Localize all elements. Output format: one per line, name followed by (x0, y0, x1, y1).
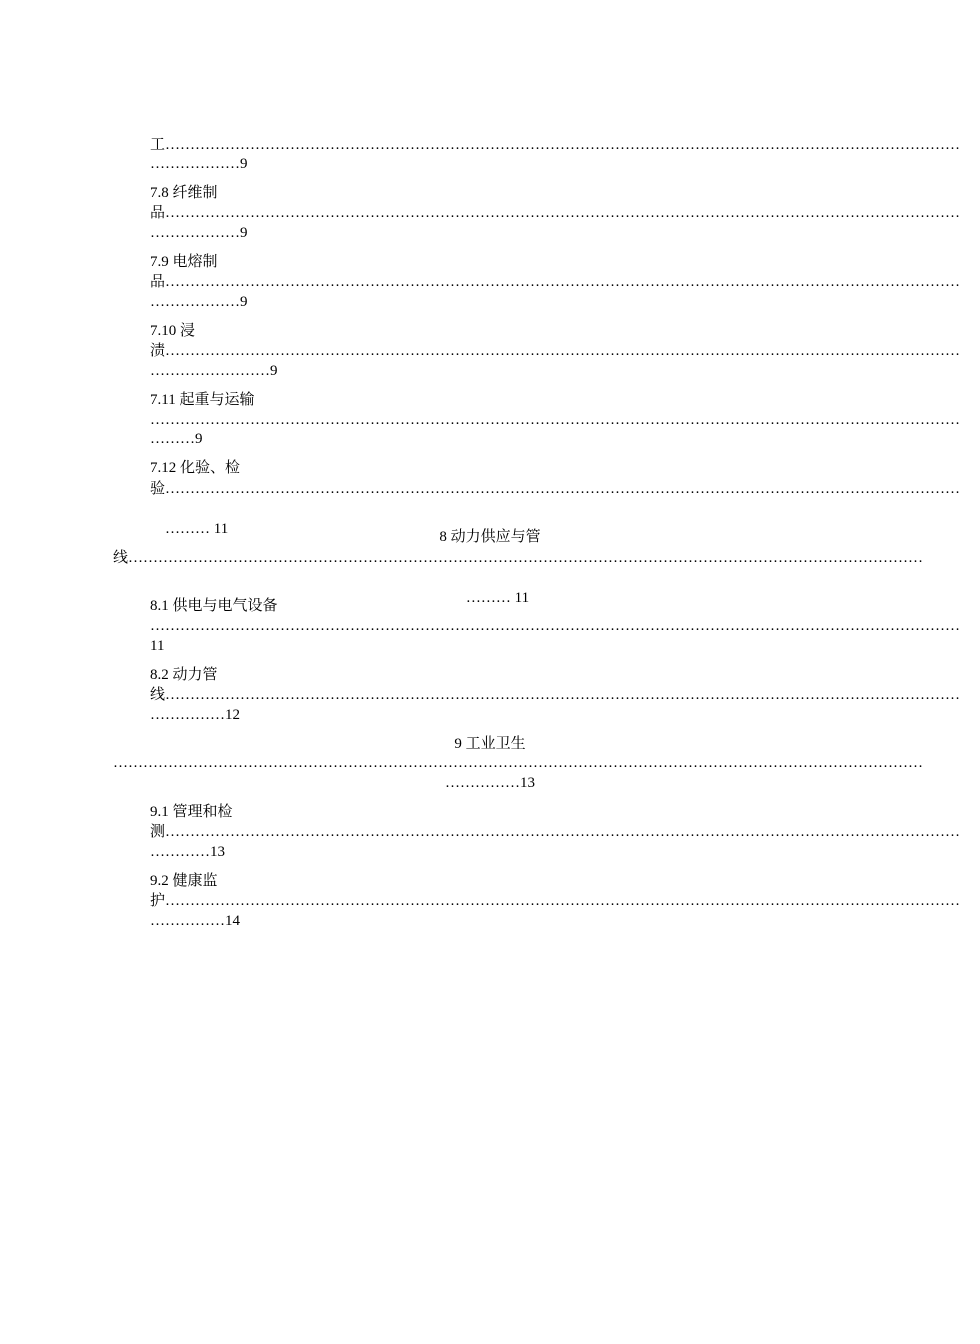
toc-entry-line (150, 292, 248, 312)
toc-entry-text: 品 (150, 274, 166, 290)
page-number: 9 (270, 363, 278, 379)
toc-entry-title: 7.10 浸 (150, 323, 196, 339)
toc-entry-title: 7.9 电熔制 (150, 254, 218, 270)
dot-leader: …………………………………………………………………………………………………………………………………………… (165, 481, 961, 497)
dot-leader: ……………………………………………………………………………………………………………………………………………… (113, 755, 923, 771)
toc-chapter-title: 8 动力供应与管 (439, 529, 541, 545)
page-number: 9 (240, 156, 248, 172)
toc-entry-title: 9.2 健康监 (150, 873, 218, 889)
dot-leader: …………………………………………………………………………………………………………………………………………… (165, 893, 961, 909)
toc-entry-line (150, 410, 960, 430)
page-number: 13 (520, 775, 535, 791)
dot-leader: ……… (465, 590, 515, 606)
page-number: 11 (514, 590, 530, 606)
toc-entry-line (150, 891, 961, 911)
dot-leader: ……………… (150, 225, 240, 241)
toc-entry-line (150, 223, 248, 243)
dot-leader: …………… (150, 913, 225, 929)
toc-chapter-title: 9 工业卫生 (454, 736, 526, 752)
dot-leader: …………………… (150, 363, 270, 379)
toc-entry-line (150, 272, 961, 292)
toc-entry-text: 工 (150, 137, 166, 153)
dot-leader: …………… (150, 707, 225, 723)
toc-entry-line (113, 548, 924, 568)
page-number: 9 (240, 294, 248, 310)
dot-leader: …………………………………………………………………………………………………………………………………………… (128, 550, 924, 566)
toc-entry-line (150, 135, 961, 155)
toc-entry-line (150, 479, 961, 499)
toc-entry-line (150, 911, 240, 931)
toc-entry-title: 7.8 纤维制 (150, 185, 218, 201)
toc-entry-text: 品 (150, 205, 166, 221)
toc-entry-line (150, 361, 278, 381)
toc-entry-line (150, 616, 960, 636)
toc-entry-line (150, 341, 961, 361)
toc-entry-title: 9.1 管理和检 (150, 804, 233, 820)
toc-entry-text: 线 (150, 687, 166, 703)
dot-leader: …………………………………………………………………………………………………………………………………………… (165, 137, 961, 153)
toc-entry-title: 7.11 起重与运输 (150, 392, 255, 408)
toc-entry-title: 8.1 供电与电气设备 (150, 598, 278, 614)
toc-entry-line (150, 842, 225, 862)
page-number: 13 (210, 844, 225, 860)
dot-leader: ……………… (150, 156, 240, 172)
toc-entry-text: 测 (150, 824, 166, 840)
toc-entry-title: 7.12 化验、检 (150, 460, 241, 476)
dot-leader: ……… (165, 521, 214, 537)
toc-entry-line (150, 705, 240, 725)
toc-entry-line (150, 154, 248, 174)
toc-entry-line (113, 753, 923, 773)
dot-leader: …………………………………………………………………………………………………………………………………………… (165, 824, 961, 840)
dot-leader: ……………………………………………………………………………………………………………………………………………… (150, 412, 960, 428)
dot-leader: ……………………………………………………………………………………………………………………………………………… (150, 618, 960, 634)
page-number: 14 (225, 913, 240, 929)
toc-entry-line (150, 203, 961, 223)
toc-entry-text: 护 (150, 893, 166, 909)
dot-leader: ……………… (150, 294, 240, 310)
dot-leader: …………………………………………………………………………………………………………………………………………… (165, 343, 961, 359)
page-number: 11 (150, 638, 165, 654)
toc-entry-title: 8.2 动力管 (150, 667, 218, 683)
toc-entry-text: 渍 (150, 343, 166, 359)
dot-leader: …………………………………………………………………………………………………………………………………………… (165, 687, 961, 703)
page-number: 9 (195, 431, 203, 447)
page-number: 9 (240, 225, 248, 241)
dot-leader: …………………………………………………………………………………………………………………………………………… (165, 205, 961, 221)
toc-entry-line (150, 685, 961, 705)
toc-entry-line (150, 429, 203, 449)
page-number: 11 (213, 521, 229, 537)
page-number: 12 (225, 707, 240, 723)
toc-entry-text: 线 (113, 550, 129, 566)
dot-leader: ………… (150, 844, 210, 860)
toc-entry-line (0, 773, 980, 793)
toc-entry-text: 验 (150, 481, 166, 497)
dot-leader: …………… (445, 775, 520, 791)
toc-entry-line (150, 822, 961, 842)
dot-leader: ……… (150, 431, 195, 447)
dot-leader: …………………………………………………………………………………………………………………………………………… (165, 274, 961, 290)
